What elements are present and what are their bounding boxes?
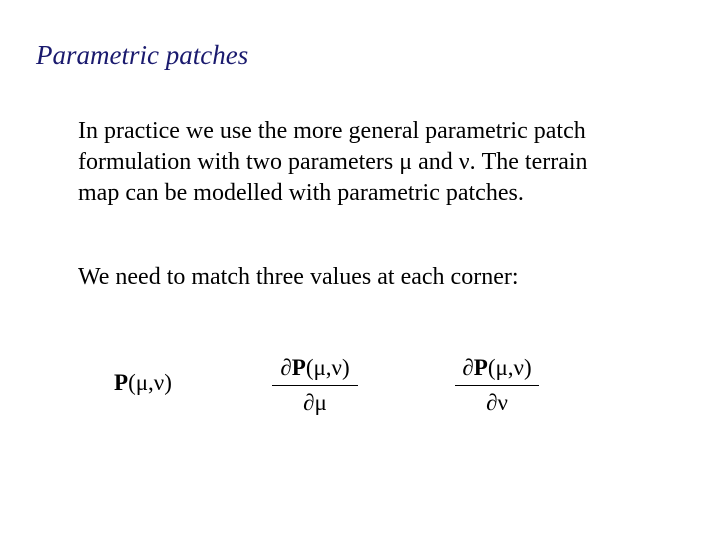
formula-value-args: (μ,ν) — [128, 370, 172, 395]
intro-paragraph — [78, 116, 698, 209]
intro-line-2: formulation with two parameters μ and ν. The terrain — [78, 149, 588, 175]
intro-line-3: map can be modelled with parametric patches. — [78, 180, 524, 206]
derivative-nu-fraction-bar — [455, 385, 539, 386]
derivative-nu-partial: ∂ — [462, 355, 474, 380]
slide-title: Parametric patches — [36, 40, 249, 70]
derivative-mu-args: (μ,ν) — [305, 355, 350, 380]
intro-line-1: In practice we use the more general parametric patch — [78, 118, 586, 144]
formula-derivative-mu — [272, 353, 358, 417]
derivative-mu-denominator: ∂μ — [303, 390, 327, 415]
formula-value — [114, 370, 172, 396]
corner-values-paragraph: We need to match three values at each corner: — [78, 264, 519, 290]
derivative-mu-fraction-bar — [272, 385, 358, 386]
derivative-nu-numerator — [462, 353, 531, 383]
formula-value-symbol: P — [114, 370, 129, 395]
derivative-nu-args: (μ,ν) — [487, 355, 532, 380]
derivative-mu-numerator — [280, 353, 349, 383]
derivative-mu-partial: ∂ — [280, 355, 292, 380]
formula-derivative-nu — [455, 353, 539, 417]
derivative-mu-symbol: P — [291, 355, 306, 380]
derivative-nu-denominator: ∂ν — [486, 390, 508, 415]
derivative-nu-symbol: P — [473, 355, 488, 380]
